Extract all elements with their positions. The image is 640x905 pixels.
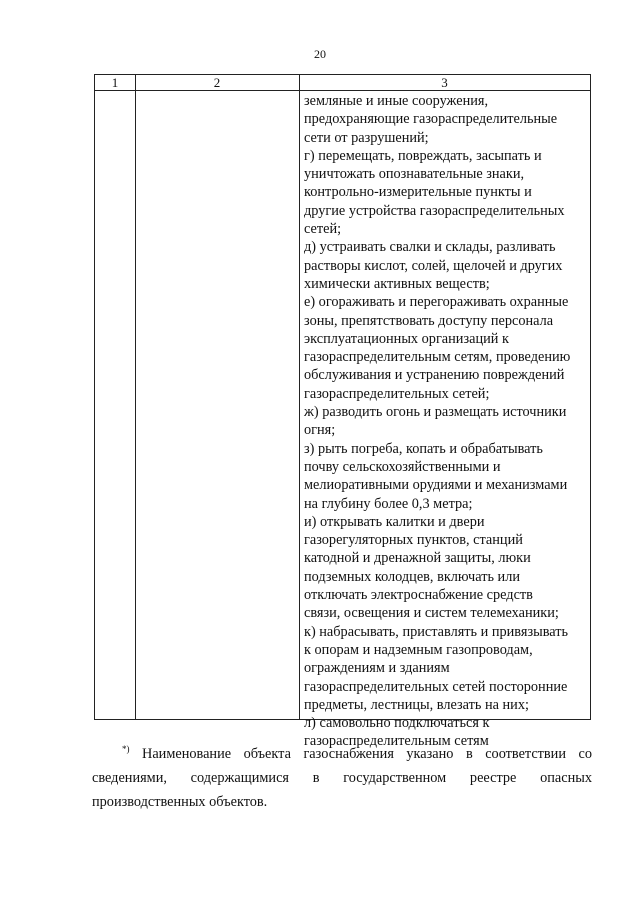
page-number: 20 xyxy=(314,47,326,61)
table-text-line: к) набрасывать, приставлять и привязывать xyxy=(304,623,569,640)
footnote-line-3: производственных объектов. xyxy=(92,794,268,810)
footnote-line-2: сведениями, содержащимися в государственном реестре опасных xyxy=(92,770,592,786)
header-cell-3: 3 xyxy=(441,75,448,90)
table-text-line: к опорам и надземным газопроводам, xyxy=(304,641,533,658)
table-text-line: земляные и иные сооружения, xyxy=(304,93,489,109)
table-text-line: мелиоративными орудиями и механизмами xyxy=(304,477,568,494)
table-text-line: связи, освещения и систем телемеханики; xyxy=(304,605,559,622)
table-text-line: обслуживания и устранению повреждений xyxy=(304,367,565,384)
footnote-line-1 xyxy=(92,742,592,766)
requirements-table xyxy=(94,74,591,750)
table-text-line: сети от разрушений; xyxy=(304,129,429,146)
table-text-line: растворы кислот, солей, щелочей и других xyxy=(304,257,563,274)
table-text-line: предохраняющие газораспределительные xyxy=(304,111,558,128)
table-text-line: почву сельскохозяйственными и xyxy=(304,458,501,475)
table-text-line: уничтожать опознавательные знаки, xyxy=(304,166,525,183)
footnote-line-1-text: Наименование объекта газоснабжения указано в соответствии со xyxy=(142,746,592,762)
column-divider-1 xyxy=(135,75,136,719)
table-text-line: предметы, лестницы, влезать на них; xyxy=(304,696,529,713)
table-text-line: ограждениям и зданиям xyxy=(304,660,450,677)
table-text-line: газораспределительным сетям xyxy=(304,733,489,750)
column-3-text xyxy=(304,92,589,751)
table-text-line: газораспределительных сетей; xyxy=(304,385,490,402)
table-text-line: катодной и дренажной защиты, люки xyxy=(304,550,531,567)
header-cell-2: 2 xyxy=(213,75,221,90)
table-text-line: газораспределительным сетям, проведению xyxy=(304,349,571,366)
table-text-line: г) перемещать, повреждать, засыпать и xyxy=(304,147,542,164)
table-text-line: огня; xyxy=(304,422,336,439)
table-text-line: подземных колодцев, включать или xyxy=(304,568,520,585)
table-text-line: е) огораживать и перегораживать охранные xyxy=(304,294,569,311)
table-text-line: другие устройства газораспределительных xyxy=(304,202,565,219)
table-text-line: химически активных веществ; xyxy=(304,275,490,292)
header-cell-1: 1 xyxy=(111,75,119,90)
table-header-row xyxy=(95,75,590,91)
footnote xyxy=(92,742,592,814)
table-text-line: сетей; xyxy=(304,221,342,238)
table-text-line: зоны, препятствовать доступу персонала xyxy=(304,312,554,329)
footnote-marker: *) xyxy=(122,744,130,754)
table-text-line: на глубину более 0,3 метра; xyxy=(304,495,473,512)
table-text-line: контрольно-измерительные пункты и xyxy=(304,184,532,201)
table-text-line: и) открывать калитки и двери xyxy=(304,513,485,530)
table-text-line: д) устраивать свалки и склады, разливать xyxy=(304,239,556,256)
table-text-line: отключать электроснабжение средств xyxy=(304,587,533,604)
table-text-line: газораспределительных сетей посторонние xyxy=(304,678,568,695)
table-text-line: газорегуляторных пунктов, станций xyxy=(304,532,523,549)
table-text-line: эксплуатационных организаций к xyxy=(304,330,509,347)
table-text-line: л) самовольно подключаться к xyxy=(304,715,490,732)
table-text-line: ж) разводить огонь и размещать источники xyxy=(304,404,567,421)
table-text-line: з) рыть погреба, копать и обрабатывать xyxy=(304,440,543,457)
column-divider-2 xyxy=(299,75,300,719)
